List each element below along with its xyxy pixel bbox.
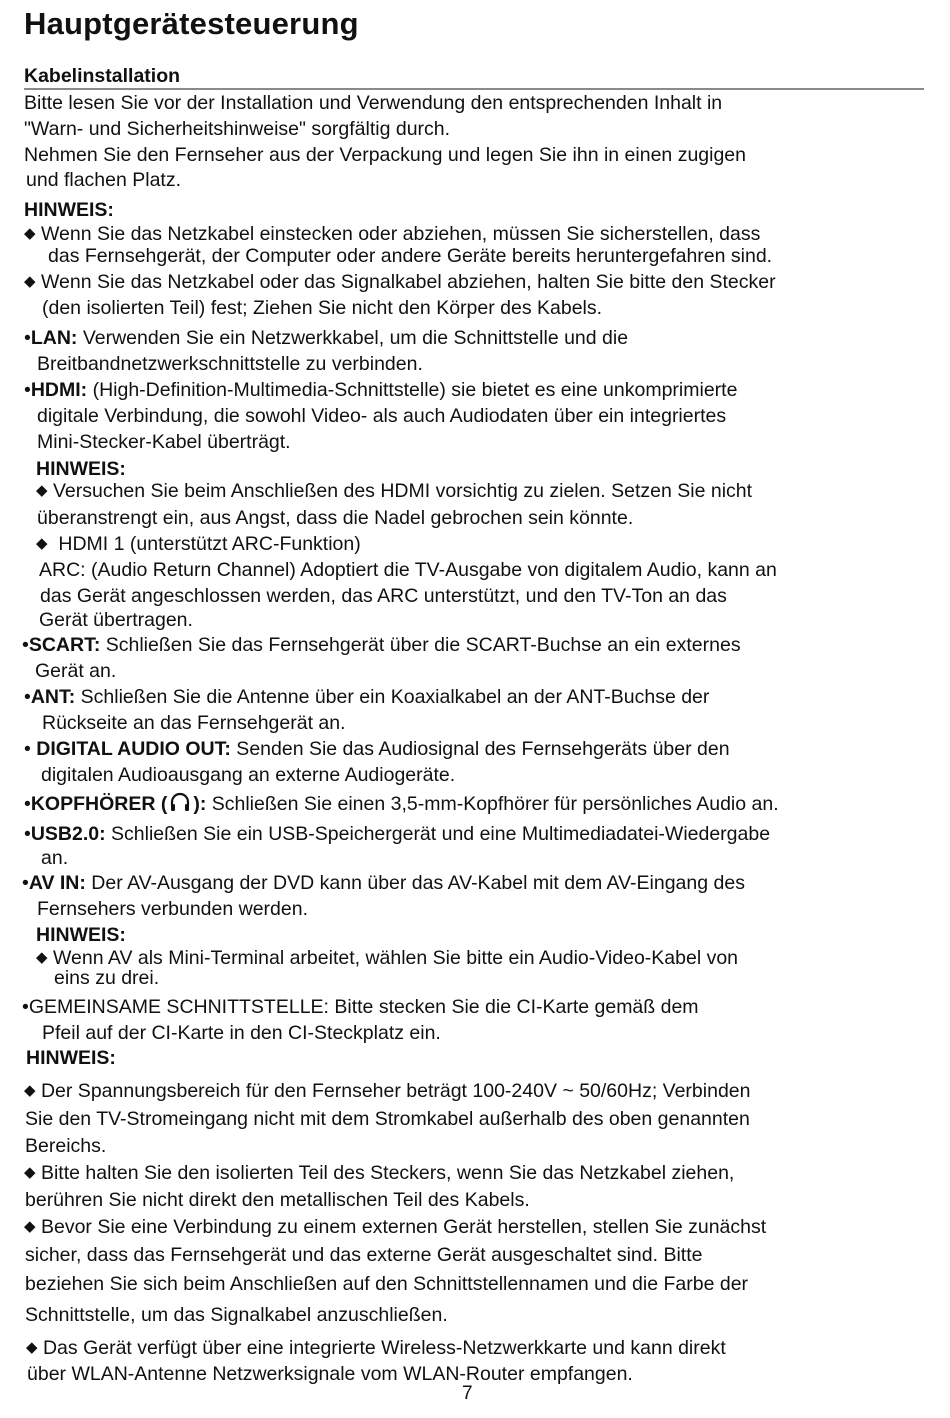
note-text: (den isolierten Teil) fest; Ziehen Sie nicht den Körper des Kabels. xyxy=(42,297,603,319)
final-note-plug xyxy=(24,1161,734,1214)
diamond-icon: ◆ xyxy=(24,1164,36,1181)
bullet-icon: • xyxy=(24,823,31,845)
bullet-icon: • xyxy=(24,327,31,349)
item-label: KOPFHÖRER ( xyxy=(30,793,168,815)
note-text: Wenn Sie das Netzkabel oder das Signalkabel abziehen, halten Sie bitte den Stecker xyxy=(40,271,776,293)
note-text: Bevor Sie eine Verbindung zu einem externen Gerät herstellen, stellen Sie zunächst xyxy=(40,1216,767,1238)
item-text: Verwenden Sie ein Netzwerkkabel, um die Schnittstelle und die xyxy=(77,327,629,349)
hdmi-item xyxy=(24,378,737,455)
item-text: Gerät an. xyxy=(35,659,117,682)
note-item xyxy=(24,270,776,321)
common-interface-item xyxy=(22,995,699,1047)
bullet-icon: • xyxy=(22,634,29,656)
item-text: Schließen Sie ein USB-Speichergerät und eine Multimediadatei-Wiedergabe xyxy=(105,823,771,845)
note-text: sicher, dass das Fernsehgerät und das externe Gerät ausgeschaltet sind. Bitte xyxy=(25,1244,703,1266)
digital-audio-item xyxy=(24,737,730,789)
bullet-icon: • xyxy=(22,872,29,894)
final-note-connect xyxy=(24,1214,766,1330)
note-heading: HINWEIS: xyxy=(24,199,114,221)
bullet-icon: • xyxy=(24,379,31,401)
lan-item xyxy=(24,326,628,378)
item-text: an. xyxy=(41,847,69,869)
avin-note xyxy=(36,949,738,988)
note-text: eins zu drei. xyxy=(54,967,160,989)
note-text: Das Gerät verfügt über eine integrierte Wireless-Netzwerkkarte und kann direkt xyxy=(42,1337,726,1359)
note-text: Schnittstelle, um das Signalkabel anzuschließen. xyxy=(25,1304,448,1326)
bullet-icon: • xyxy=(24,686,31,708)
item-text: Der AV-Ausgang der DVD kann über das AV-Kabel mit dem AV-Eingang des xyxy=(85,872,745,894)
intro-line: "Warn- und Sicherheitshinweise" sorgfältig durch. xyxy=(24,117,451,140)
page-title: Hauptgerätesteuerung xyxy=(24,6,359,41)
usb-item xyxy=(24,822,770,870)
diamond-icon: ◆ xyxy=(36,482,48,499)
item-text: Schließen Sie einen 3,5-mm-Kopfhörer für persönliches Audio an. xyxy=(206,793,779,815)
note-text: das Gerät angeschlossen werden, das ARC unterstützt, und den TV-Ton an das xyxy=(40,585,727,608)
final-note-wlan xyxy=(26,1336,726,1387)
note-text: berühren Sie nicht direkt den metallischen Teil des Kabels. xyxy=(25,1188,530,1211)
section-heading: Kabelinstallation xyxy=(24,65,924,90)
headphone-item xyxy=(24,791,779,821)
item-label: HDMI: xyxy=(30,379,88,401)
bullet-icon: • xyxy=(22,996,29,1018)
item-label: SCART: xyxy=(28,634,101,656)
item-text: digitalen Audioausgang an externe Audiogeräte. xyxy=(41,763,456,786)
note-text: Sie den TV-Stromeingang nicht mit dem Stromkabel außerhalb des oben genannten xyxy=(25,1108,750,1130)
note-text: HDMI 1 (unterstützt ARC-Funktion) xyxy=(58,532,361,555)
intro-text xyxy=(24,91,746,194)
item-label: DIGITAL AUDIO OUT: xyxy=(36,738,231,760)
note-heading: HINWEIS: xyxy=(26,1047,116,1069)
item-text: Pfeil auf der CI-Karte in den CI-Steckplatz ein. xyxy=(42,1021,441,1044)
note-text: das Fernsehgerät, der Computer oder andere Geräte bereits heruntergefahren sind. xyxy=(48,245,773,267)
intro-line: und flachen Platz. xyxy=(26,169,182,192)
item-text: Mini-Stecker-Kabel überträgt. xyxy=(37,430,291,453)
item-text: Breitbandnetzwerkschnittstelle zu verbinden. xyxy=(37,352,423,375)
avin-item xyxy=(22,871,745,923)
note-text: über WLAN-Antenne Netzwerksignale vom WLAN-Router empfangen. xyxy=(27,1363,633,1385)
diamond-icon: ◆ xyxy=(24,1218,36,1235)
final-note-voltage xyxy=(24,1078,750,1160)
ant-item xyxy=(24,685,709,737)
diamond-icon: ◆ xyxy=(24,1082,36,1099)
diamond-icon: ◆ xyxy=(36,949,48,966)
diamond-icon: ◆ xyxy=(36,534,48,552)
note-text: ARC: (Audio Return Channel) Adoptiert die TV-Ausgabe von digitalem Audio, kann an xyxy=(39,559,777,582)
note-text: Bereichs. xyxy=(25,1135,107,1157)
headphone-icon xyxy=(169,791,191,821)
note-text: Wenn AV als Mini-Terminal arbeitet, wählen Sie bitte ein Audio-Video-Kabel von xyxy=(52,947,739,969)
note-item xyxy=(24,224,772,266)
note-text: Bitte halten Sie den isolierten Teil des Steckers, wenn Sie das Netzkabel ziehen, xyxy=(40,1162,735,1184)
diamond-icon: ◆ xyxy=(24,225,36,242)
item-label: ): xyxy=(193,793,207,815)
item-text: Schließen Sie das Fernsehgerät über die SCART-Buchse an ein externes xyxy=(100,634,741,656)
note-text: Gerät übertragen. xyxy=(39,609,193,632)
note-text: Der Spannungsbereich für den Fernseher beträgt 100-240V ~ 50/60Hz; Verbinden xyxy=(40,1080,751,1102)
note-text: beziehen Sie sich beim Anschließen auf den Schnittstellennamen und die Farbe der xyxy=(25,1273,749,1295)
diamond-icon: ◆ xyxy=(24,273,36,290)
item-label: LAN: xyxy=(30,327,78,349)
item-text: Senden Sie das Audiosignal des Fernsehgeräts über den xyxy=(230,738,730,760)
item-text: Rückseite an das Fernsehgerät an. xyxy=(42,711,346,734)
page-number: 7 xyxy=(462,1383,473,1404)
intro-line: Nehmen Sie den Fernseher aus der Verpackung und legen Sie ihn in einen zugigen xyxy=(24,143,746,166)
hdmi-notes xyxy=(36,479,777,632)
note-heading: HINWEIS: xyxy=(36,924,126,946)
item-label: AV IN: xyxy=(28,872,86,894)
item-text: Fernsehers verbunden werden. xyxy=(37,897,308,920)
bullet-icon: • xyxy=(24,738,31,760)
note-text: überanstrengt ein, aus Angst, dass die Nadel gebrochen sein könnte. xyxy=(37,506,634,529)
item-text: GEMEINSAME SCHNITTSTELLE: Bitte stecken Sie die CI-Karte gemäß dem xyxy=(28,996,699,1018)
note-text: Versuchen Sie beim Anschließen des HDMI vorsichtig zu zielen. Setzen Sie nicht xyxy=(52,480,753,502)
item-text: (High-Definition-Multimedia-Schnittstelle) sie bietet es eine unkomprimierte xyxy=(87,379,738,401)
item-label: USB2.0: xyxy=(30,823,106,845)
note-text: Wenn Sie das Netzkabel einstecken oder abziehen, müssen Sie sicherstellen, dass xyxy=(40,223,761,245)
intro-line: Bitte lesen Sie vor der Installation und Verwendung den entsprechenden Inhalt in xyxy=(24,92,723,114)
bullet-icon: • xyxy=(24,793,31,815)
scart-item xyxy=(22,633,741,685)
item-text: digitale Verbindung, die sowohl Video- als auch Audiodaten über ein integriertes xyxy=(37,404,727,427)
note-heading: HINWEIS: xyxy=(36,458,126,480)
item-label: ANT: xyxy=(30,686,76,708)
diamond-icon: ◆ xyxy=(26,1339,38,1356)
item-text: Schließen Sie die Antenne über ein Koaxialkabel an der ANT-Buchse der xyxy=(75,686,710,708)
